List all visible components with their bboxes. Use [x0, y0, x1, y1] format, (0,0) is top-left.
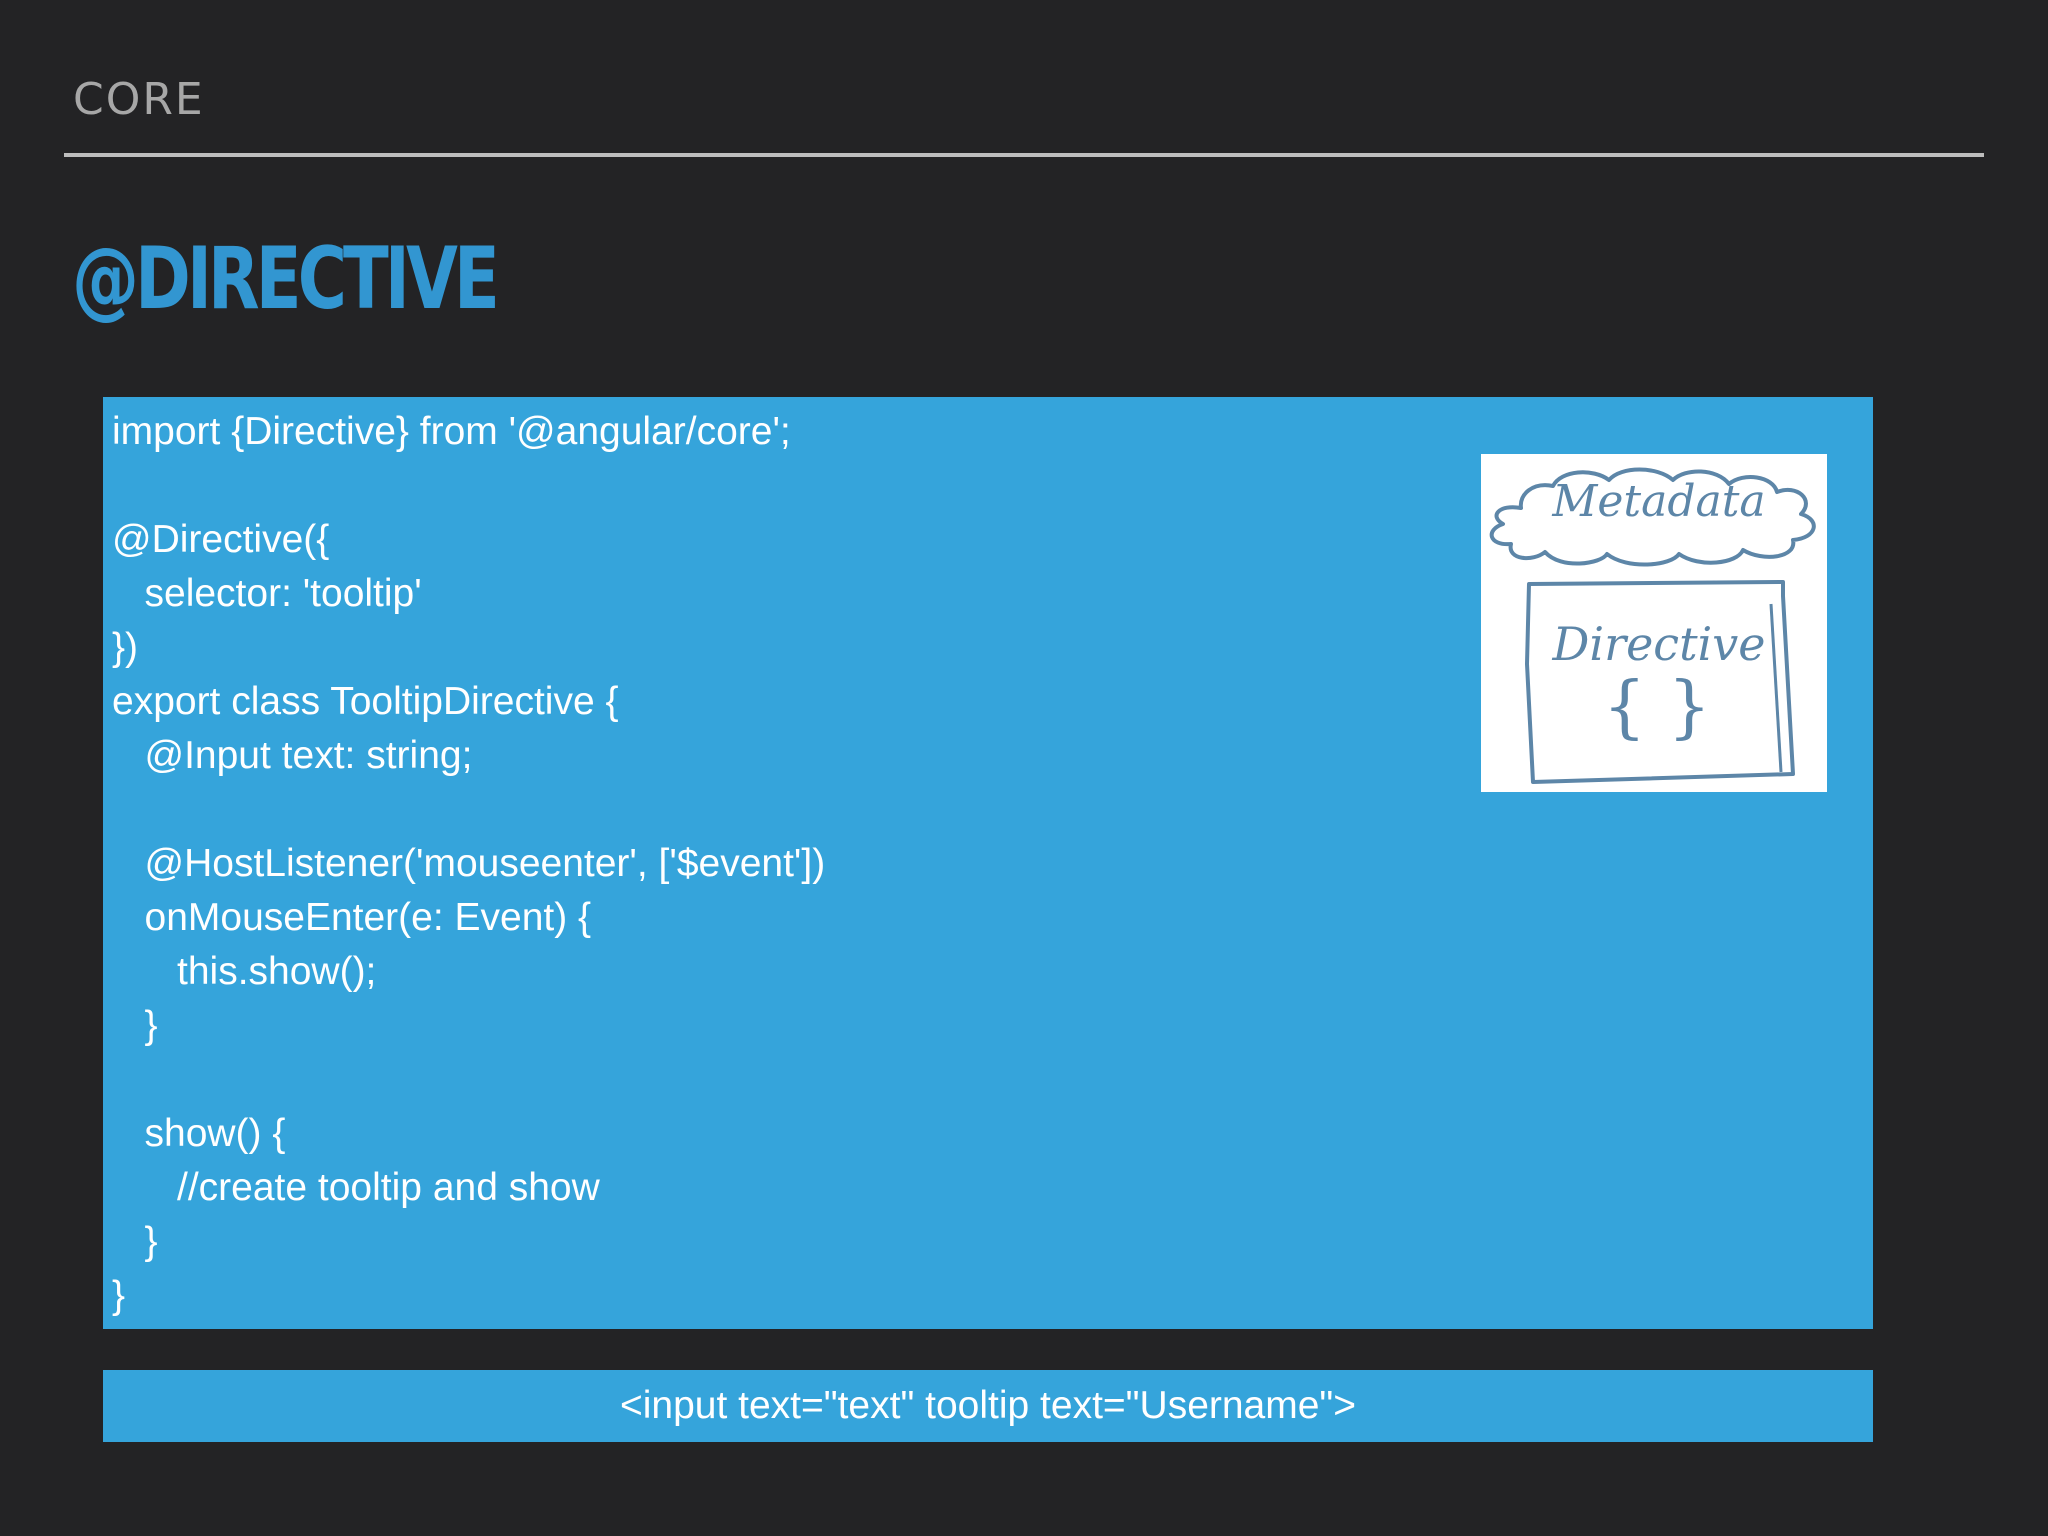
code-line: })	[112, 626, 139, 669]
code-panel	[103, 397, 1873, 1329]
code-line	[112, 783, 825, 837]
usage-example-text: <input text="text" tooltip text="Username">	[619, 1384, 1357, 1427]
box-inner-edge	[1771, 604, 1781, 772]
code-line: //create tooltip and show	[112, 1166, 600, 1209]
metadata-directive-illustration	[1481, 454, 1827, 792]
code-line: import {Directive} from '@angular/core';	[112, 410, 791, 453]
metadata-directive-sketch-icon	[1481, 454, 1827, 792]
cloud-label: Metadata	[1552, 476, 1766, 527]
code-line	[112, 1053, 825, 1107]
code-block	[112, 405, 825, 1323]
code-line: @HostListener('mouseenter', ['$event'])	[112, 842, 826, 885]
code-line: selector: 'tooltip'	[112, 572, 422, 615]
code-line: }	[112, 1220, 158, 1263]
code-line: @Directive({	[112, 518, 330, 561]
box-label: Directive	[1552, 617, 1766, 671]
code-line: export class TooltipDirective {	[112, 680, 619, 723]
code-line: }	[112, 1004, 158, 1047]
code-line: }	[112, 1274, 126, 1317]
section-label: CORE	[73, 74, 205, 125]
slide-title: @DIRECTIVE	[72, 229, 496, 329]
code-line: this.show();	[112, 950, 377, 993]
code-line: show() {	[112, 1112, 286, 1155]
code-line: @Input text: string;	[112, 734, 473, 777]
usage-example-bar	[103, 1370, 1873, 1442]
braces-label: { }	[1602, 668, 1712, 747]
code-line: onMouseEnter(e: Event) {	[112, 896, 592, 939]
header-divider	[64, 153, 1984, 157]
code-line	[112, 459, 825, 513]
